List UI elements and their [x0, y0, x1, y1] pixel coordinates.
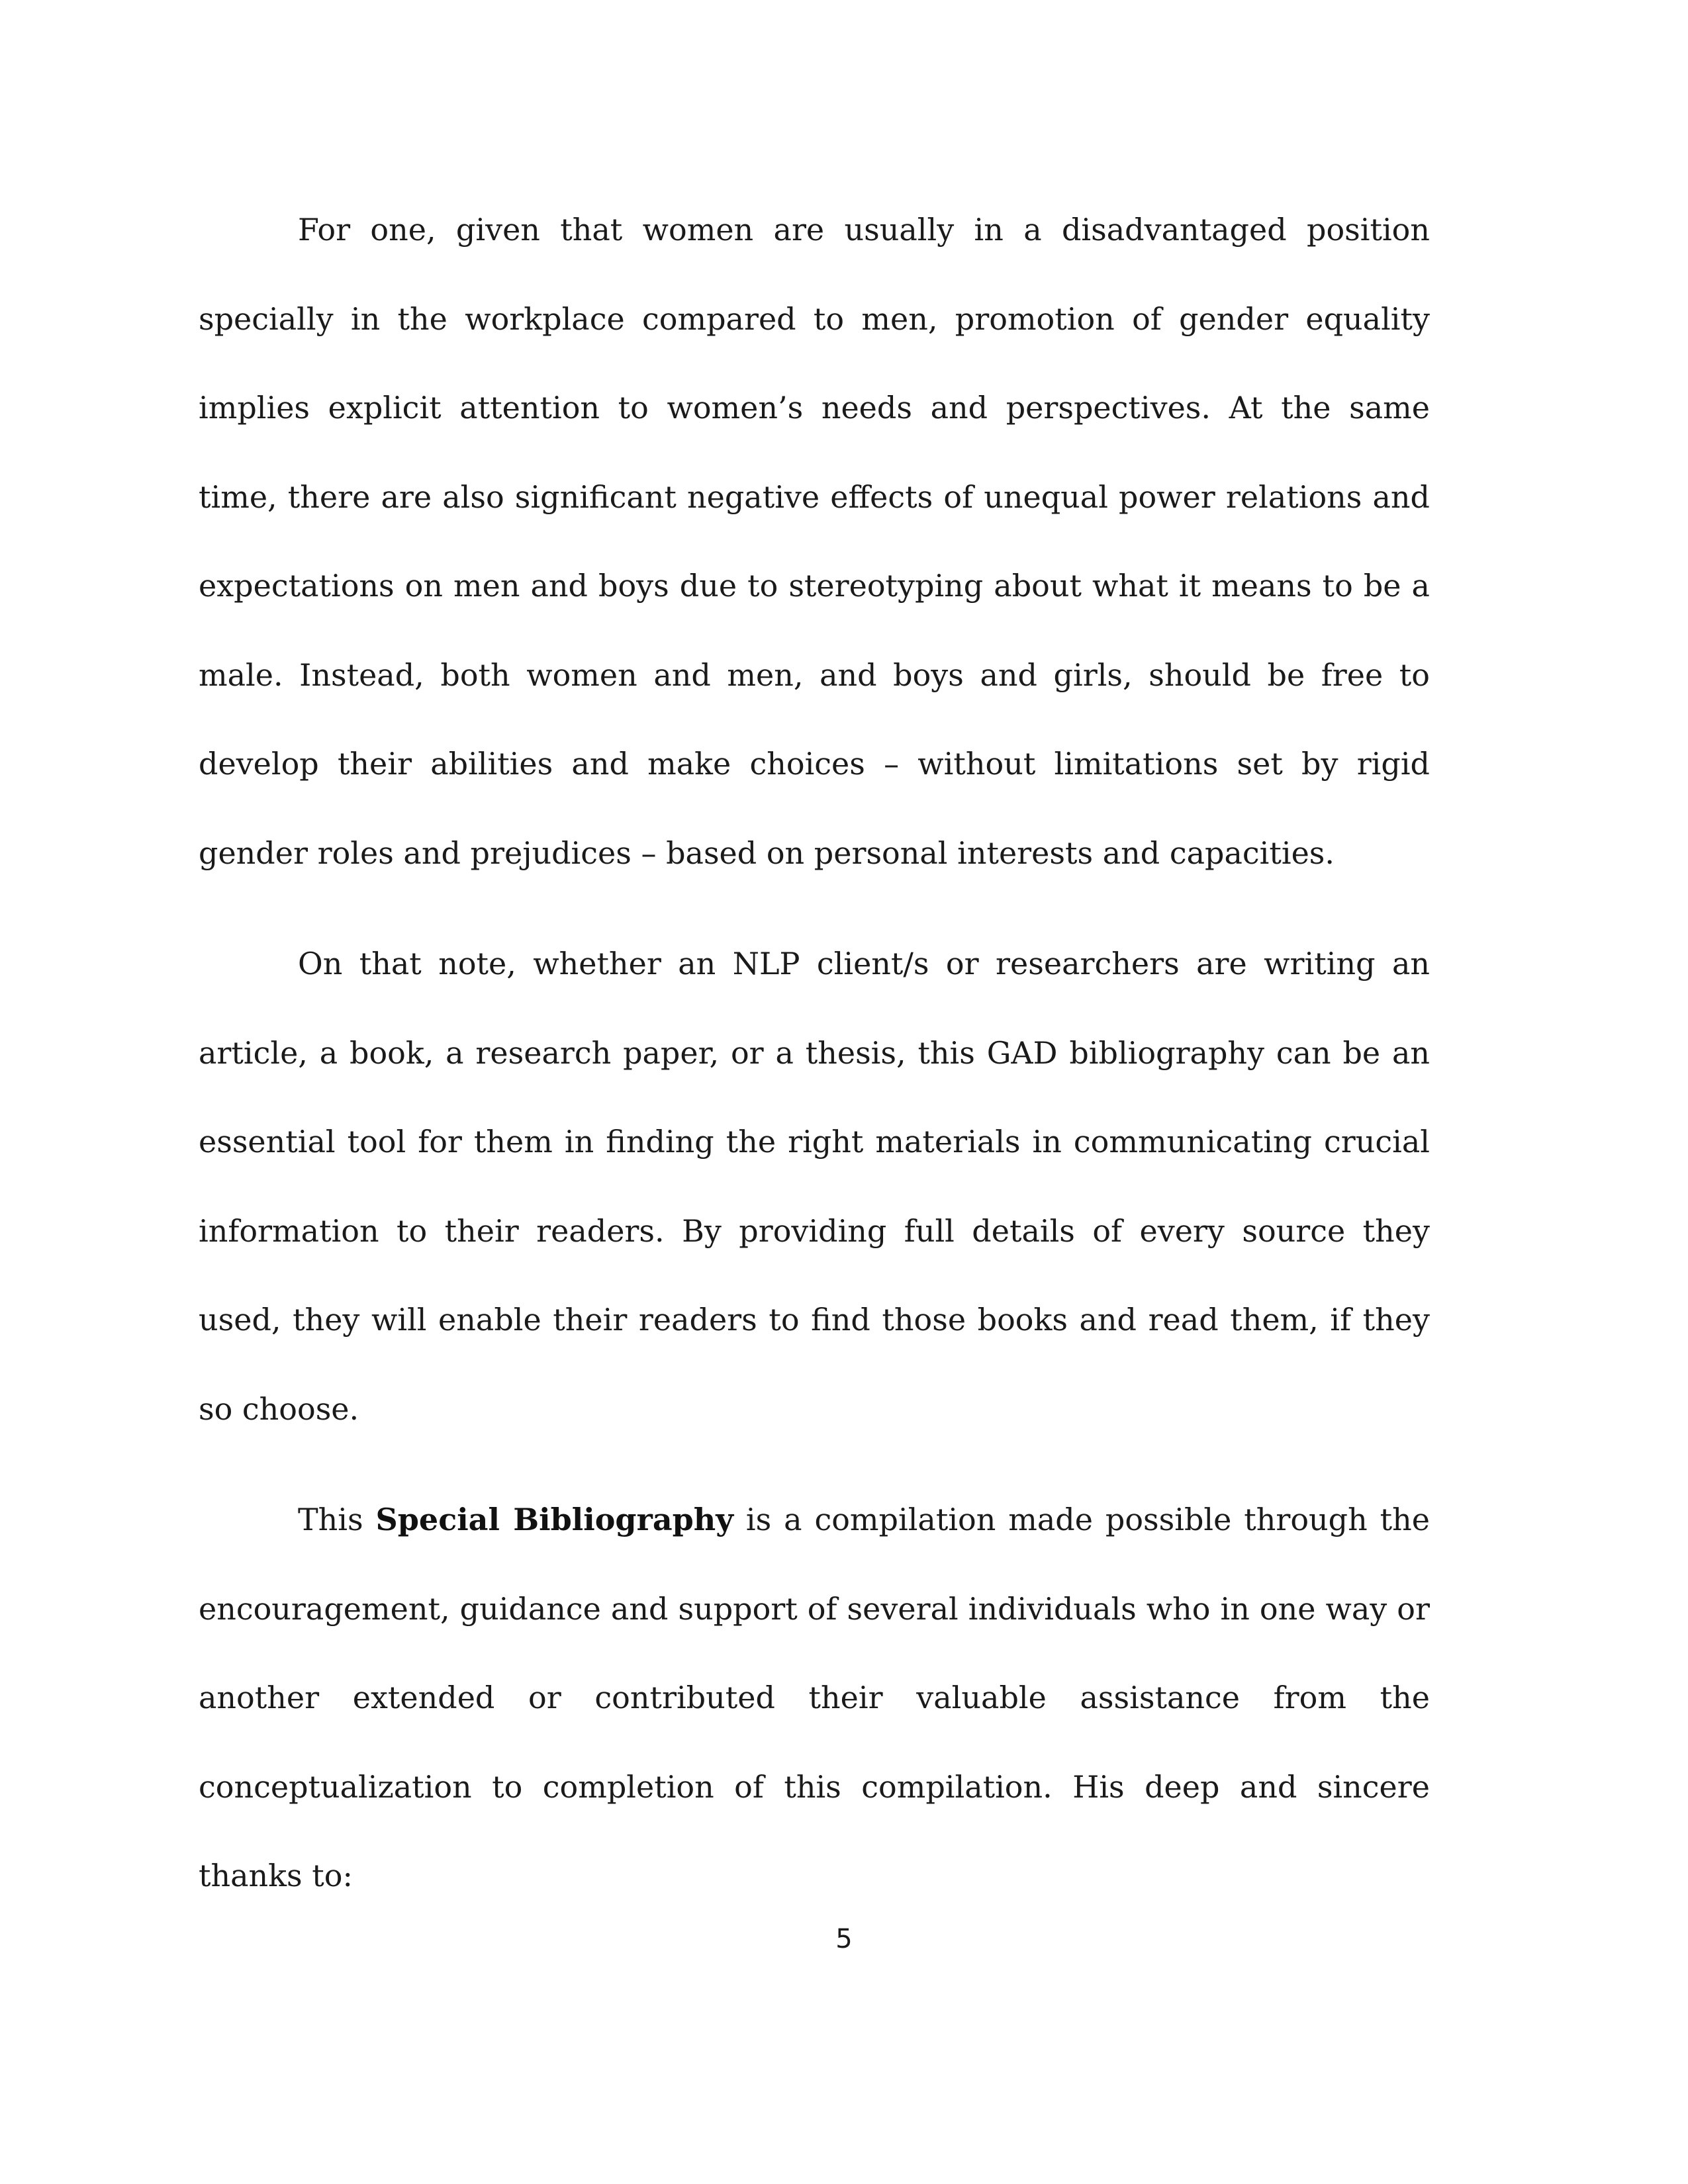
- paragraph-gender-equality: For one, given that women are usually in a disadvantaged position specially in the workplace compared to men, promotion of gender equality implies explicit attention to women’s needs and perspectives. At the same time, there are also significant negative effects of unequal power relations and expectations on men and boys due to stereotyping about what it means to be a male. Instead, both women and men, and boys and girls, should be free to develop their abilities and make choices – without limitations set by rigid gender roles and prejudices – based on personal interests and capacities.: [199, 212, 1430, 871]
- acknowledgement-lead: This: [298, 1502, 376, 1537]
- page-number: 5: [835, 1924, 853, 1954]
- special-bibliography-term: Special Bibliography: [375, 1502, 733, 1537]
- paragraph-acknowledgement: [199, 1475, 1430, 1921]
- paragraph-bibliography-tool: On that note, whether an NLP client/s or researchers are writing an article, a book, a research paper, or a thesis, this GAD bibliography can be an essential tool for them in finding the right materials in communicating crucial information to their readers. By providing full details of every source they used, they will enable their readers to find those books and read them, if they so choose.: [199, 946, 1430, 1427]
- acknowledgement-rest: is a compilation made possible through the encouragement, guidance and support of several individuals who in one way or another extended or contributed their valuable assistance from the conceptualization to completion of this compilation. His deep and sincere thanks to:: [199, 1502, 1430, 1893]
- body-text: [199, 185, 1430, 1942]
